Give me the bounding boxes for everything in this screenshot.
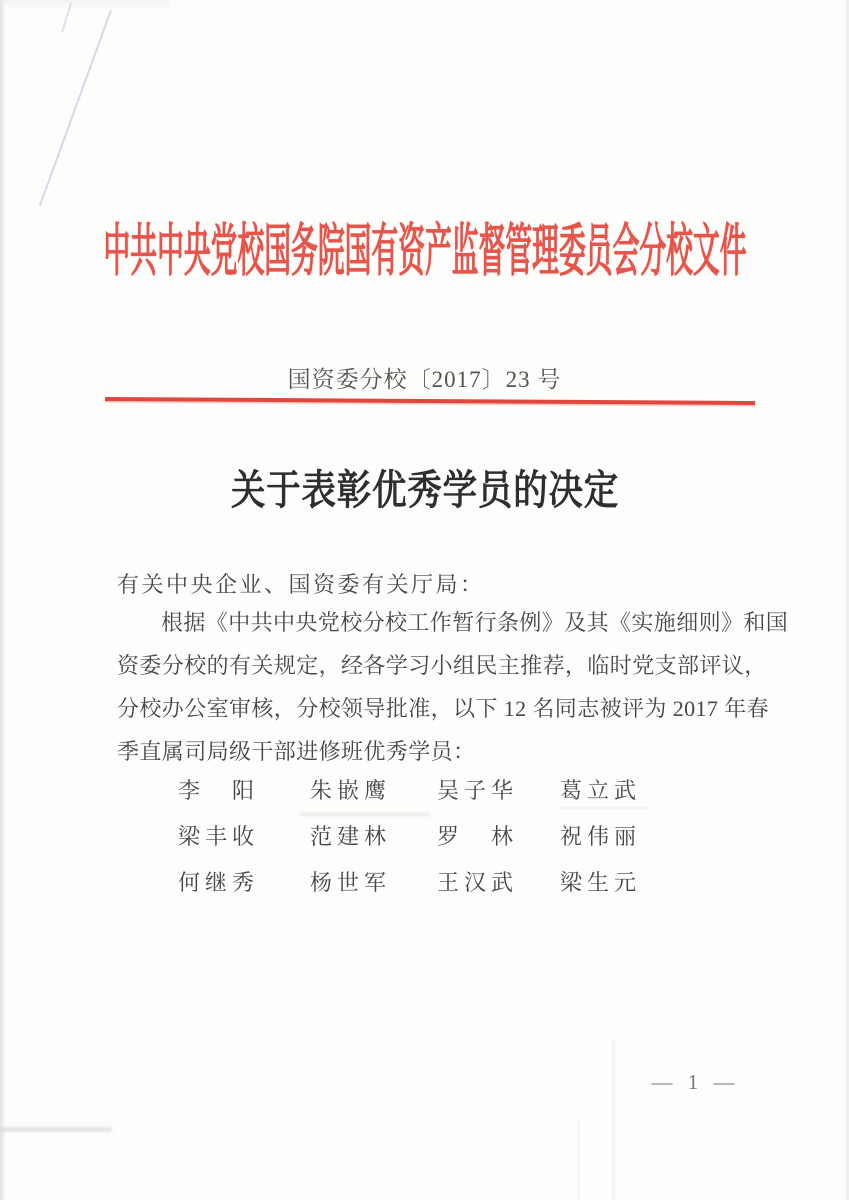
honoree-name: 范建林 <box>310 824 392 849</box>
honoree-name-grid <box>178 768 641 906</box>
document-title: 关于表彰优秀学员的决定 <box>230 467 619 513</box>
scan-crease-line <box>39 10 112 206</box>
body-line: 季直属司局级干部进修班优秀学员： <box>117 739 476 764</box>
honoree-name: 杨世军 <box>310 870 392 895</box>
letterhead-title: 中共中央党校国务院国有资产监督管理委员会分校文件 <box>103 220 746 283</box>
honoree-name: 何继秀 <box>178 870 260 895</box>
honoree-name: 罗 林 <box>437 824 519 849</box>
honoree-name: 葛立武 <box>560 778 642 803</box>
scan-vertical-streak <box>578 1120 580 1200</box>
letterhead <box>0 222 849 282</box>
red-divider-line <box>105 397 755 404</box>
honoree-name: 梁生元 <box>560 870 642 895</box>
honoree-name: 吴子华 <box>437 778 519 803</box>
scan-vertical-streak <box>612 1040 615 1200</box>
scan-top-edge-smudge <box>0 0 170 10</box>
honoree-name: 李 阳 <box>178 778 260 803</box>
honoree-name: 朱嵌鹰 <box>310 778 392 803</box>
honoree-name: 祝伟丽 <box>560 824 642 849</box>
salutation-line: 有关中央企业、国资委有关厅局： <box>117 572 485 597</box>
document-number: 国资委分校〔2017〕23 号 <box>287 367 562 392</box>
body-paragraph <box>117 601 789 773</box>
scan-left-edge-shadow <box>0 0 6 1200</box>
body-line: 资委分校的有关规定，经各学习小组民主推荐，临时党支部评议， <box>117 653 767 678</box>
body-line: 根据《中共中央党校分校工作暂行条例》及其《实施细则》和国 <box>161 610 789 635</box>
honoree-name: 梁丰收 <box>178 824 260 849</box>
document-title-row <box>0 468 849 513</box>
page-number: — 1 — <box>651 1070 740 1094</box>
honoree-name: 王汉武 <box>437 870 519 895</box>
scan-bottom-smudge <box>0 1127 112 1132</box>
body-line: 分校办公室审核，分校领导批准，以下 12 名同志被评为 2017 年春 <box>117 696 770 721</box>
